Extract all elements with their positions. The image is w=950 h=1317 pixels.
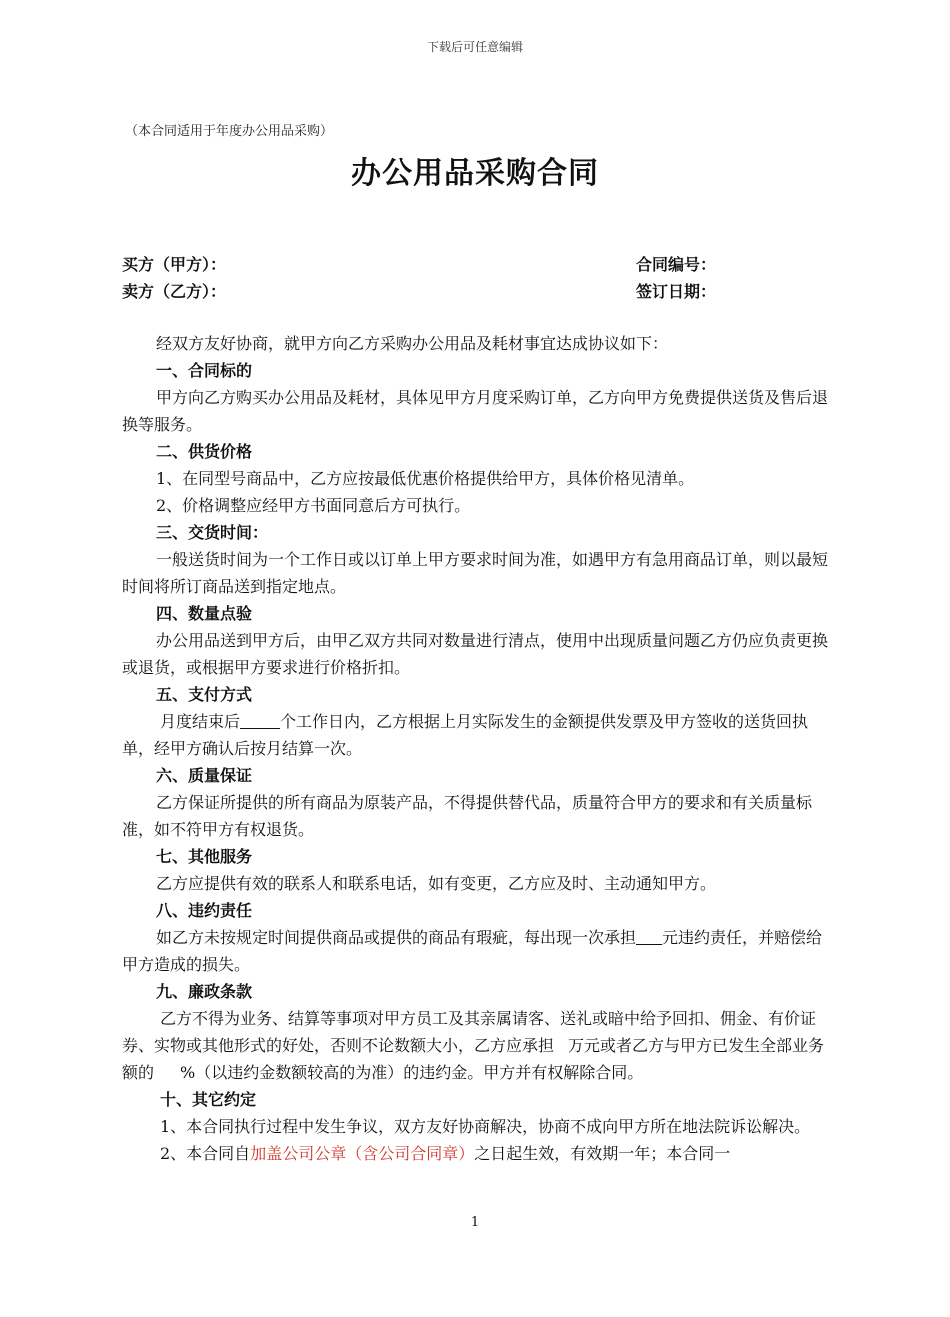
contract-title: 办公用品采购合同	[351, 156, 599, 191]
section-8-text	[122, 924, 834, 978]
section-1-heading: 一、合同标的	[156, 361, 253, 380]
section-10-item-2-a: 2、本合同自	[160, 1144, 251, 1163]
section-8-text-a: 如乙方未按规定时间提供商品或提供的商品有瑕疵，每出现一次承担	[156, 928, 637, 947]
payment-days-blank	[240, 710, 280, 729]
section-6-text: 乙方保证所提供的所有商品为原装产品，不得提供替代品，质量符合甲方的要求和有关质量标准，如不符甲方有权退货。	[122, 793, 813, 839]
section-5-text-a: 月度结束后	[160, 712, 241, 731]
section-5-heading: 五、支付方式	[156, 685, 253, 704]
penalty-amount-blank	[636, 926, 662, 945]
contract-body	[122, 330, 834, 1167]
section-9-text-b: 万元或者乙方与甲方已发生全部业务额的	[122, 1036, 825, 1082]
section-10-item-2	[122, 1140, 834, 1167]
section-10-heading: 十、其它约定	[160, 1090, 257, 1109]
header-note: 下载后可任意编辑	[426, 40, 523, 54]
section-9-text	[122, 1005, 834, 1086]
section-5-text	[122, 708, 834, 762]
seller-label: 卖方（乙方）：	[122, 282, 227, 301]
section-6-heading: 六、质量保证	[156, 766, 253, 785]
sign-date-label: 签订日期：	[636, 282, 717, 301]
section-10-item-2-b: 之日起生效，有效期一年；本合同一	[474, 1144, 731, 1163]
intro-paragraph: 经双方友好协商，就甲方向乙方采购办公用品及耗材事宜达成协议如下：	[156, 334, 669, 353]
buyer-label: 买方（甲方）：	[122, 255, 227, 274]
section-10-item-1: 1、本合同执行过程中发生争议，双方友好协商解决，协商不成向甲方所在地法院诉讼解决。	[160, 1117, 811, 1136]
section-9-text-a: 乙方不得为业务、结算等事项对甲方员工及其亲属请客、送礼或暗中给予回扣、佣金、有价证券、实物或其他形式的好处，否则不论数额大小，乙方应承担	[122, 1009, 817, 1055]
section-9-heading: 九、廉政条款	[156, 982, 253, 1001]
section-7-heading: 七、其他服务	[156, 847, 253, 866]
contract-no-label: 合同编号：	[636, 255, 717, 274]
page-number: 1	[470, 1215, 480, 1230]
seal-requirement-highlight: 加盖公司公章（含公司合同章）	[250, 1144, 475, 1163]
section-8-text-b: 元违约责任，并赔偿给甲方造成的损失。	[122, 928, 823, 974]
section-3-text: 一般送货时间为一个工作日或以订单上甲方要求时间为准，如遇甲方有急用商品订单，则以最短时间将所订商品送到指定地点。	[122, 550, 829, 596]
section-3-heading: 三、交货时间：	[156, 523, 269, 542]
section-1-text: 甲方向乙方购买办公用品及耗材，具体见甲方月度采购订单，乙方向甲方免费提供送货及售后退换等服务。	[122, 388, 829, 434]
section-2-item-1: 1、在同型号商品中，乙方应按最低优惠价格提供给甲方，具体价格见清单。	[156, 469, 695, 488]
section-2-item-2: 2、价格调整应经甲方书面同意后方可执行。	[156, 496, 471, 515]
section-4-text: 办公用品送到甲方后，由甲乙双方共同对数量进行清点，使用中出现质量问题乙方仍应负责更换或退货，或根据甲方要求进行价格折扣。	[122, 631, 829, 677]
section-5-text-b: 个工作日内，乙方根据上月实际发生的金额提供发票及甲方签收的送货回执单，经甲方确认后按月结算一次。	[122, 712, 809, 758]
section-4-heading: 四、数量点验	[156, 604, 253, 623]
section-7-text: 乙方应提供有效的联系人和联系电话，如有变更，乙方应及时、主动通知甲方。	[156, 874, 717, 893]
section-9-text-c: %（以违约金数额较高的为准）的违约金。甲方并有权解除合同。	[180, 1063, 644, 1082]
scope-note: （本合同适用于年度办公用品采购）	[125, 124, 334, 139]
section-2-heading: 二、供货价格	[156, 442, 253, 461]
section-8-heading: 八、违约责任	[156, 901, 253, 920]
